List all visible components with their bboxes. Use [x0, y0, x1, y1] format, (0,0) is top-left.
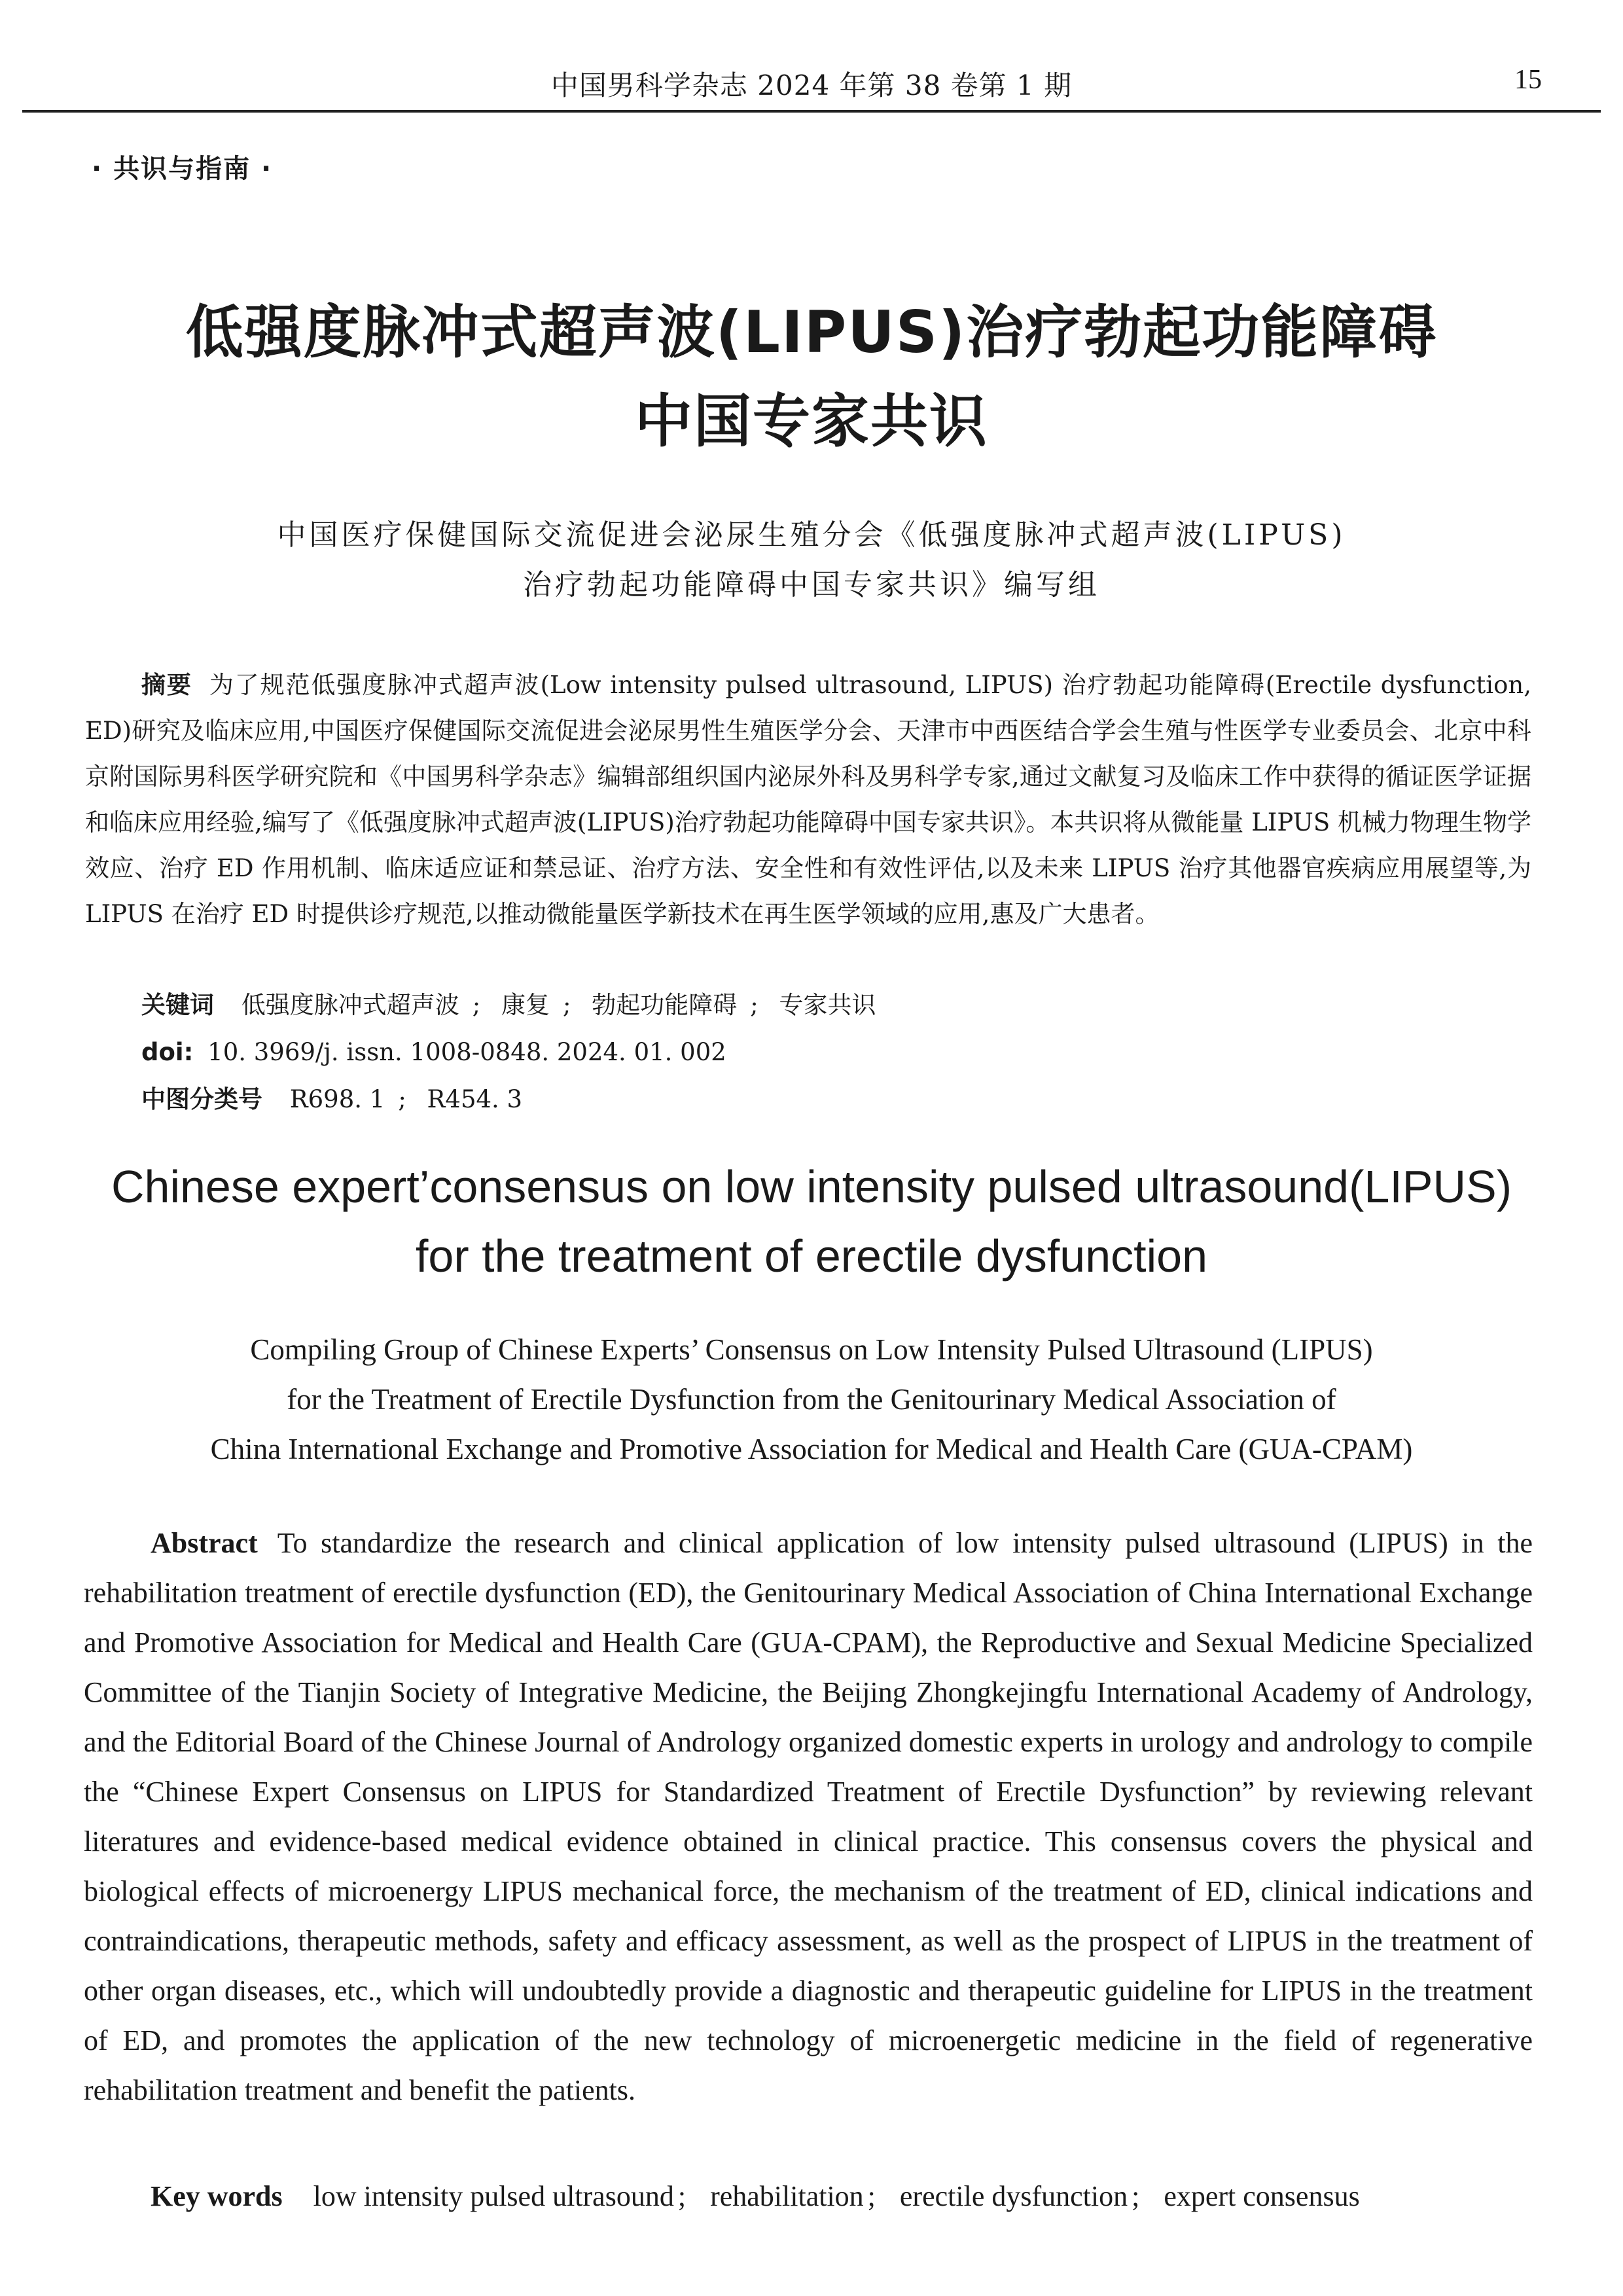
authors-english-line-1: Compiling Group of Chinese Experts’ Consensus on Low Intensity Pulsed Ultrasound (LIPUS)	[250, 1333, 1373, 1366]
title-chinese-line-1: 低强度脉冲式超声波(LIPUS)治疗勃起功能障碍	[185, 298, 1438, 366]
keywords-english: Key words low intensity pulsed ultrasound ; rehabilitation ; erectile dysfunction ; expert consensus	[151, 2180, 1360, 2212]
title-english	[13, 1152, 1610, 1291]
keyword-chinese: 康复	[501, 991, 550, 1019]
abstract-english	[84, 1518, 1533, 2115]
authors-chinese	[131, 511, 1492, 610]
keywords-chinese-label: 关键词	[141, 991, 214, 1019]
abstract-chinese-text: 为了规范低强度脉冲式超声波(Low intensity pulsed ultrasound, LIPUS) 治疗勃起功能障碍(Erectile dysfunction, ED)研究及临床应用,中国医疗保健国际交流促进会泌尿男性生殖医学分会、天津市中西医结合学会生殖与性医学专业委员会、北京中科京附国际男科医学研究院和《中国男科学杂志》编辑部组织国内泌尿外科及男科学专家,通过文献复习及临床工作中获得的循证医学证据和临床应用经验,编写了《低强度脉冲式超声波(LIPUS)治疗勃起功能障碍中国专家共识》。本共识将从微能量 LIPUS 机械力物理生物学效应、治疗 ED 作用机制、临床适应证和禁忌证、治疗方法、安全性和有效性评估,以及未来 LIPUS 治疗其他器官疾病应用展望等,为 LIPUS 在治疗 ED 时提供诊疗规范,以推动微能量医学新技术在再生医学领域的应用,惠及广大患者。	[85, 671, 1531, 928]
title-chinese	[79, 288, 1544, 466]
keywords-chinese: 关键词 低强度脉冲式超声波 ; 康复 ; 勃起功能障碍 ; 专家共识	[141, 991, 876, 1019]
keywords-english-label: Key words	[151, 2180, 283, 2212]
classification-code: R698. 1	[289, 1085, 385, 1113]
abstract-english-text: To standardize the research and clinical application of low intensity pulsed ultrasound (LIPUS) in the rehabilitation treatment of erectile dysfunction (ED), the Genitourinary Medical Association of China International Exchange and Promotive Association for Medical and Health Care (GUA-CPAM), the Reproductive and Sexual Medicine Specialized Committee of the Tianjin Society of Integrative Medicine, the Beijing Zhongkejingfu International Academy of Andrology, and the Editorial Board of the Chinese Journal of Andrology organized domestic experts in urology and andrology to compile the “Chinese Expert Consensus on LIPUS for Standardized Treatment of Erectile Dysfunction” by reviewing relevant literatures and evidence-based medical evidence obtained in clinical practice. This consensus covers the physical and biological effects of microenergy LIPUS mechanical force, the mechanism of the treatment of ED, clinical indications and contraindications, therapeutic methods, safety and efficacy assessment, as well as the prospect of LIPUS in the treatment of other organ diseases, etc., which will undoubtedly provide a diagnostic and therapeutic guideline for LIPUS in the treatment of ED, and promotes the application of the new technology of microenergetic medicine in the field of regenerative rehabilitation treatment and benefit the patients.	[84, 1527, 1533, 2106]
section-label: · 共识与指南 ·	[92, 154, 273, 184]
abstract-english-label: Abstract	[151, 1527, 258, 1559]
authors-chinese-line-1: 中国医疗保健国际交流促进会泌尿生殖分会《低强度脉冲式超声波(LIPUS)	[277, 518, 1346, 552]
title-chinese-line-2: 中国专家共识	[634, 387, 988, 455]
article-metadata	[141, 982, 1516, 1123]
abstract-chinese-label: 摘要	[141, 671, 192, 699]
doi-label: doi:	[141, 1038, 194, 1066]
authors-english	[98, 1325, 1525, 1474]
page-number: 15	[1514, 65, 1542, 95]
keyword-english: erectile dysfunction	[899, 2180, 1128, 2212]
classification-line: 中图分类号 R698. 1 ; R454. 3	[141, 1085, 523, 1113]
journal-issue-line: 中国男科学杂志 2024 年第 38 卷第 1 期	[550, 69, 1073, 101]
classification-label: 中图分类号	[141, 1085, 262, 1113]
keyword-chinese: 低强度脉冲式超声波	[241, 991, 459, 1019]
keyword-chinese: 勃起功能障碍	[592, 991, 738, 1019]
authors-english-line-2: for the Treatment of Erectile Dysfunction from the Genitourinary Medical Association of	[287, 1383, 1336, 1416]
keyword-english: low intensity pulsed ultrasound	[313, 2180, 674, 2212]
classification-code: R454. 3	[427, 1085, 523, 1113]
title-english-line-1: Chinese expert’consensus on low intensity pulsed ultrasound(LIPUS)	[111, 1161, 1512, 1212]
authors-chinese-line-2: 治疗勃起功能障碍中国专家共识》编写组	[523, 568, 1100, 601]
keyword-chinese: 专家共识	[779, 991, 876, 1019]
running-header	[22, 58, 1601, 113]
keyword-english: expert consensus	[1164, 2180, 1360, 2212]
authors-english-line-3: China International Exchange and Promotive Association for Medical and Health Care (GUA-CPAM)	[210, 1433, 1413, 1465]
keyword-english: rehabilitation	[710, 2180, 864, 2212]
abstract-chinese	[85, 662, 1531, 937]
doi-line	[141, 1029, 1516, 1076]
doi-value[interactable]: 10. 3969/j. issn. 1008-0848. 2024. 01. 002	[207, 1038, 726, 1066]
title-english-line-2: for the treatment of erectile dysfunction	[415, 1230, 1208, 1282]
